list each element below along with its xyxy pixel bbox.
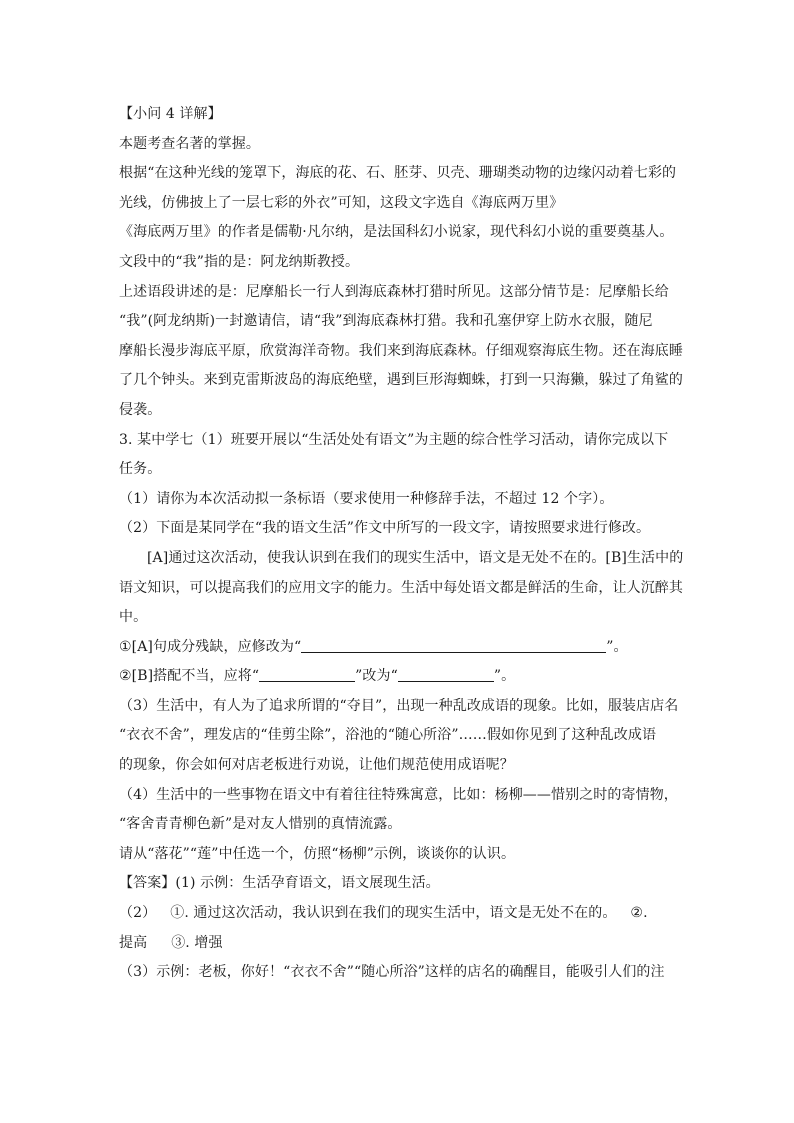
text-line: “衣衣不舍”，理发店的“佳剪尘除”，浴池的“随心所浴”……假如你见到了这种乱改成语 (119, 727, 657, 744)
text-line: “客舍青青柳色新”是对友人惜别的真情流露。 (119, 816, 402, 833)
answer-2-continuation (119, 929, 681, 959)
text-line: 摩船长漫步海底平原，欣赏海洋奇物。我们来到海底森林。仔细观察海底生物。还在海底睡 (119, 342, 683, 359)
fill-in-middle: ”改为“ (355, 668, 398, 685)
subquestion-4: （4）生活中的一些事物在语文中有着往往特殊寓意，比如：杨柳——惜别之时的寄情物， (119, 786, 678, 803)
text-line: 侵袭。 (119, 401, 162, 418)
answer-heading: 【答案】(1) 示例：生活孕育语文，语文展现生活。 (119, 875, 440, 892)
answer-blank[interactable] (301, 638, 606, 653)
answer-part: ②. (630, 905, 648, 922)
subquestion-2: （2）下面是某同学在“我的语文生活”作文中所写的一段文字，请按照要求进行修改。 (119, 520, 651, 537)
text-line: “我”(阿龙纳斯)一封邀请信，请“我”到海底森林打猎。我和孔塞伊穿上防水衣服，随尼 (119, 313, 653, 330)
fill-in-item-2 (119, 662, 681, 692)
quoted-passage-line: 语文知识，可以提高我们的应用文字的能力。生活中每处语文都是鲜活的生命，让人沉醉其 (119, 579, 683, 596)
answer-part: 提高 (119, 934, 148, 951)
subquestion-3: （3）生活中，有人为了追求所谓的“夺目”，出现一种乱改成语的现象。比如，服装店店名 (119, 697, 679, 714)
document-body (119, 100, 684, 988)
text-line: 了几个钟头。来到克雷斯波岛的海底绝壁，遇到巨形海蜘蛛，打到一只海獭，躲过了角鲨的 (119, 372, 683, 389)
answer-blank[interactable] (259, 667, 355, 682)
subquestion-1: （1）请你为本次活动拟一条标语（要求使用一种修辞手法，不超过 12 个字）。 (119, 490, 614, 507)
answer-3-line: （3）示例：老板，你好！“衣衣不舍”“随心所浴”这样的店名的确醒目，能吸引人们的注 (119, 964, 665, 981)
text-line: 上述语段讲述的是：尼摩船长一行人到海底森林打猎时所见。这部分情节是：尼摩船长给 (119, 283, 669, 300)
fill-in-suffix: ”。 (606, 638, 628, 655)
answer-part: ①. 通过这次活动，我认识到在我们的现实生活中，语文是无处不在的。 (170, 905, 617, 922)
answer-part: ③. 增强 (171, 934, 223, 951)
text-line: 文段中的“我”指的是：阿龙纳斯教授。 (119, 253, 360, 270)
text-line: 的现象，你会如何对店老板进行劝说，让他们规范使用成语呢？ (119, 757, 514, 774)
section-heading: 【小问 4 详解】 (119, 106, 222, 122)
text-line: 请从“落花”“莲”中任选一个，仿照“杨柳”示例，谈谈你的认识。 (119, 845, 516, 862)
text-line: 《海底两万里》的作者是儒勒·凡尔纳，是法国科幻小说家，现代科幻小说的重要奠基人。 (119, 224, 674, 241)
quoted-passage-line: [A]通过这次活动，使我认识到在我们的现实生活中，语文是无处不在的。[B]生活中的 (147, 549, 684, 566)
fill-in-prefix: ①[A]句成分残缺，应修改为“ (119, 638, 302, 655)
quoted-passage-line: 中。 (119, 609, 148, 626)
question-3-line: 3. 某中学七（1）班要开展以“生活处处有语文”为主题的综合性学习活动，请你完成以下 (119, 431, 669, 448)
text-line: 光线，仿佛披上了一层七彩的外衣”可知，这段文字选自《海底两万里》 (119, 194, 564, 211)
text-line: 任务。 (119, 461, 162, 478)
answer-2-line (119, 899, 681, 929)
fill-in-prefix: ②[B]搭配不当，应将“ (119, 668, 260, 685)
fill-in-item-1 (119, 633, 681, 663)
answer-blank[interactable] (398, 667, 494, 682)
answer-label: （2） (119, 905, 157, 922)
fill-in-suffix: ”。 (493, 668, 516, 685)
text-line: 根据“在这种光线的笼罩下，海底的花、石、胚芽、贝壳、珊瑚类动物的边缘闪动着七彩的 (119, 165, 677, 182)
text-line: 本题考查名著的掌握。 (119, 135, 260, 152)
